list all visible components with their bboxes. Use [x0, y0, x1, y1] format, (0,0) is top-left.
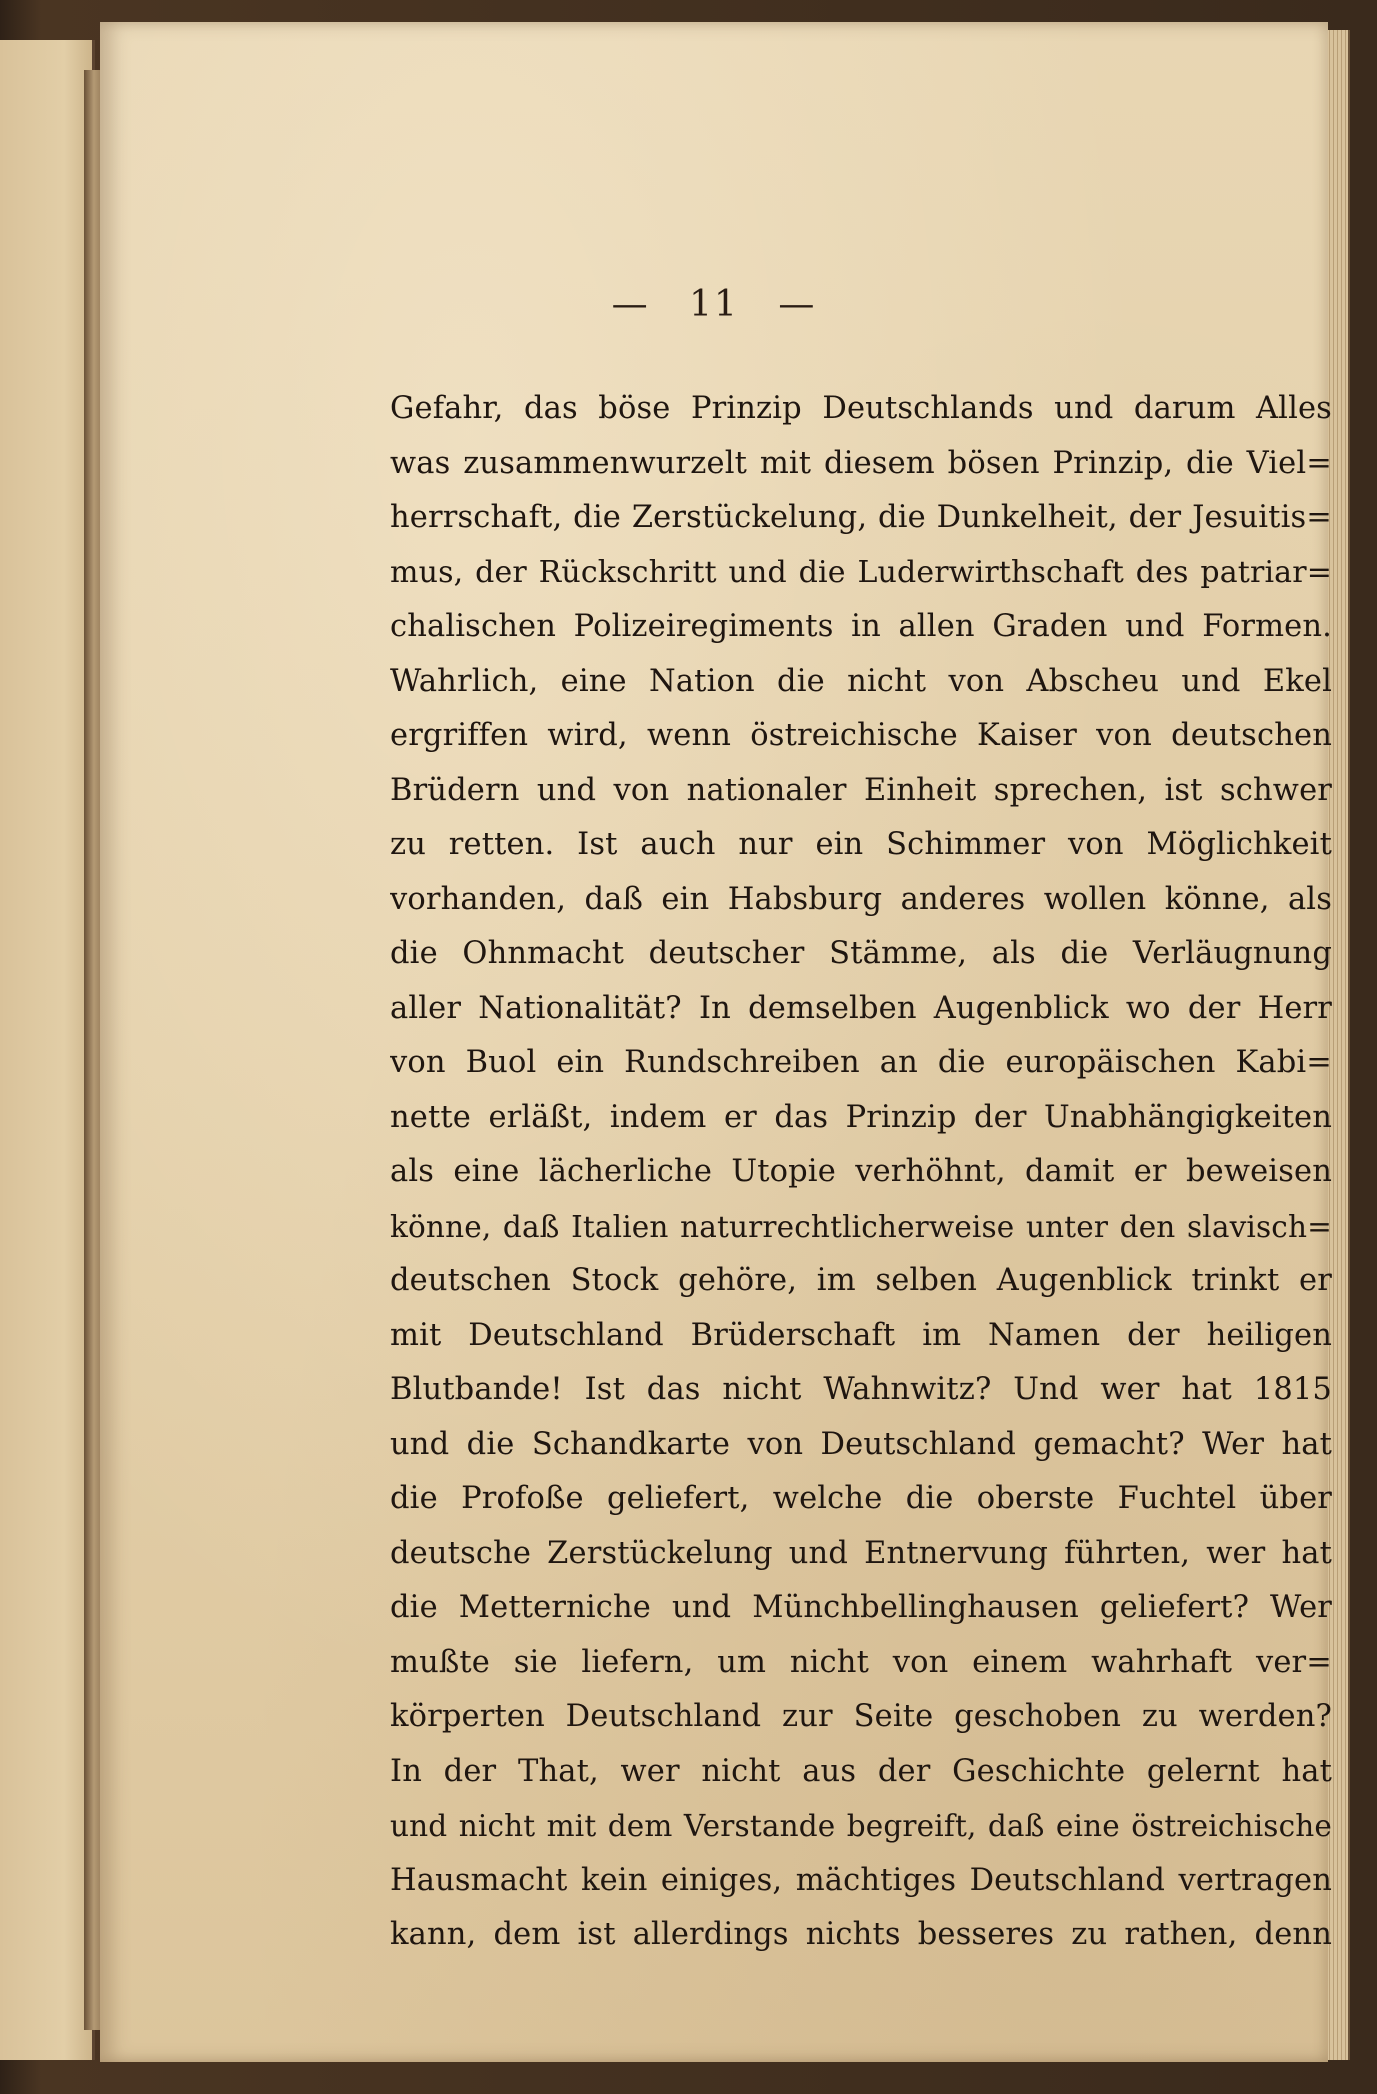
text-line: Blutbande! Ist das nicht Wahnwitz? Und wer hat 1815 [390, 1372, 1332, 1407]
text-line: von Buol ein Rundschreiben an die europäischen Kabi= [390, 1045, 1332, 1080]
text-line: nette erläßt, indem er das Prinzip der Unabhängigkeiten [390, 1099, 1332, 1135]
text-line: mit Deutschland Brüderschaft im Namen der heiligen [390, 1317, 1332, 1353]
text-line: könne, daß Italien naturrechtlicherweise unter den slavisch= [390, 1209, 1332, 1244]
text-line: mus, der Rückschritt und die Luderwirthschaft des patriar= [390, 554, 1332, 590]
text-line: kann, dem ist allerdings nichts besseres zu rathen, denn [390, 1917, 1332, 1952]
text-line: In der That, wer nicht aus der Geschichte gelernt hat [390, 1753, 1332, 1789]
text-line: Hausmacht kein einiges, mächtiges Deutschland vertragen [390, 1862, 1332, 1898]
text-line: und die Schandkarte von Deutschland gemacht? Wer hat [390, 1426, 1332, 1462]
text-line: chalischen Polizeiregiments in allen Graden und Formen. [390, 609, 1332, 644]
page-number-header [100, 284, 1328, 325]
text-line: ergriffen wird, wenn östreichische Kaiser von deutschen [390, 718, 1332, 753]
body-text [390, 382, 1332, 1963]
previous-page-edge [0, 40, 95, 2060]
text-line: vorhanden, daß ein Habsburg anderes wollen könne, als [390, 881, 1332, 917]
header-dash-right: — [778, 284, 817, 325]
text-line: und nicht mit dem Verstande begreift, daß eine östreichische [390, 1809, 1332, 1843]
book-page [100, 22, 1332, 2062]
text-line: körperten Deutschland zur Seite geschoben zu werden? [390, 1699, 1332, 1734]
text-line: Gefahr, das böse Prinzip Deutschlands und darum Alles [390, 391, 1332, 426]
text-line: herrschaft, die Zerstückelung, die Dunkelheit, der Jesuitis= [390, 500, 1332, 535]
text-line: mußte sie liefern, um nicht von einem wahrhaft ver= [390, 1644, 1332, 1680]
text-line: aller Nationalität? In demselben Augenblick wo der Herr [390, 990, 1332, 1026]
header-dash-left: — [611, 284, 650, 325]
text-line: was zusammenwurzelt mit diesem bösen Prinzip, die Viel= [390, 445, 1332, 481]
text-line: Brüdern und von nationaler Einheit sprechen, ist schwer [390, 772, 1332, 808]
text-line: Wahrlich, eine Nation die nicht von Abscheu und Ekel [390, 663, 1332, 699]
page-number: 11 [689, 284, 739, 325]
text-line: die Metterniche und Münchbellinghausen geliefert? Wer [390, 1590, 1332, 1625]
text-line: die Profoße geliefert, welche die oberste Fuchtel über [390, 1481, 1332, 1516]
text-line: deutsche Zerstückelung und Entnervung führten, wer hat [390, 1535, 1332, 1571]
text-line: zu retten. Ist auch nur ein Schimmer von Möglichkeit [390, 827, 1332, 862]
text-line: deutschen Stock gehöre, im selben Augenblick trinkt er [390, 1263, 1332, 1298]
text-line: als eine lächerliche Utopie verhöhnt, damit er beweisen [390, 1154, 1332, 1189]
text-line: die Ohnmacht deutscher Stämme, als die Verläugnung [390, 936, 1332, 971]
